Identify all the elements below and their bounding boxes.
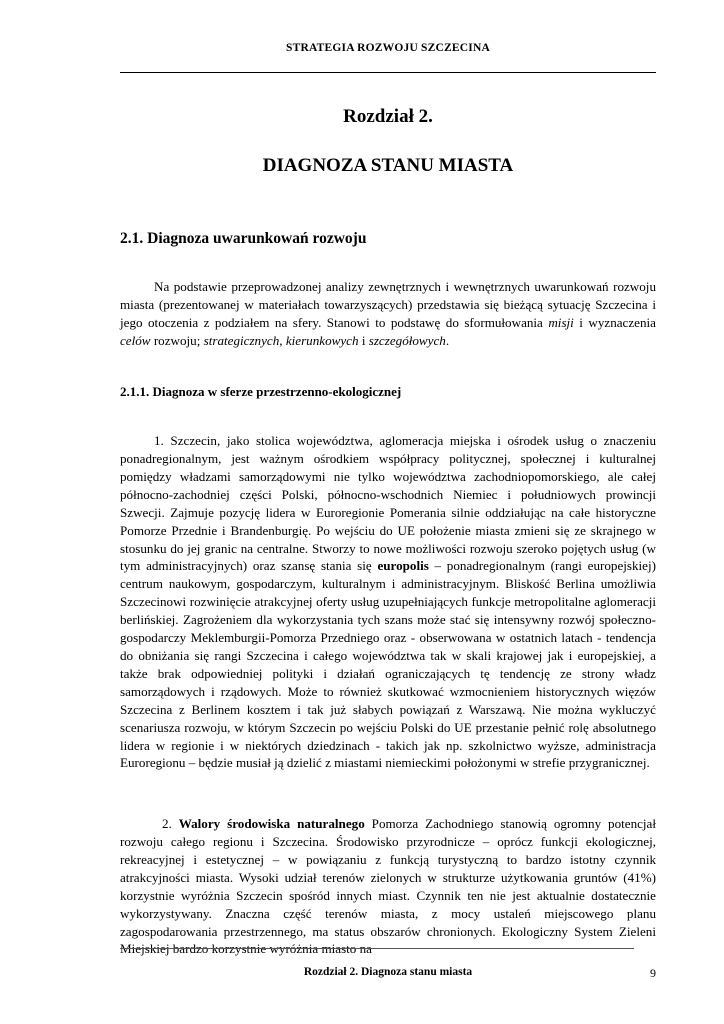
intro-text: ,: [279, 332, 286, 348]
intro-text: rozwoju;: [150, 332, 204, 348]
header-divider: [120, 72, 656, 73]
intro-emphasis-celow: celów: [120, 332, 151, 348]
intro-text: i wyznaczenia: [573, 314, 656, 330]
paragraph-2-bold-walory: Walory środowiska naturalnego: [178, 816, 365, 832]
section-heading: 2.1. Diagnoza uwarunkowań rozwoju: [120, 230, 367, 247]
page-number: 9: [650, 966, 656, 980]
intro-text: Na podstawie przeprowadzonej analizy zewnętrznych i wewnętrznych uwarunkowań rozwoju miasta (prezentowanej w materiałach towarzyszących) przedstawia się bieżącą sytuację Szczecina i jego otoczenia z podziałem na sfery. Stanowi to podstawę do sformułowania: [120, 279, 656, 330]
paragraph-2: [120, 815, 656, 958]
intro-text: i: [358, 332, 369, 348]
subsection-heading: 2.1.1. Diagnoza w sferze przestrzenno-ekologicznej: [120, 384, 402, 399]
intro-emphasis-szczegolowych: szczegółowych: [368, 332, 446, 348]
chapter-title: Rozdział 2.: [343, 106, 433, 127]
intro-emphasis-misji: misji: [548, 314, 574, 330]
paragraph-1: [120, 432, 656, 772]
paragraph-2-text: Pomorza Zachodniego stanowią ogromny potencjał rozwoju całego regionu i Szczecina. Środowisko przyrodnicze – oprócz funkcji ekologicznej, rekreacyjnej i estetycznej – w powiązaniu z funkcją turystyczną to bardzo istotny czynnik atrakcyjności miasta. Wysoki udział terenów zielonych w strukturze użytkowania gruntów (41%) korzystnie wyróżnia Szczecin spośród innych miast. Czynnik ten nie jest aktualnie dostatecznie wykorzystywany. Znaczna część terenów miasta, z mocy ustaleń miejscowego planu zagospodarowania przestrzennego, ma status obszarów chronionych. Ekologiczny System Zieleni Miejskiej bardzo korzystnie wyróżnia miasto na: [120, 816, 657, 957]
intro-emphasis-strategicznych: strategicznych: [203, 332, 280, 348]
chapter-subtitle: DIAGNOZA STANU MIASTA: [262, 155, 514, 176]
paragraph-2-text: 2.: [162, 816, 179, 832]
intro-paragraph: [120, 278, 656, 350]
paragraph-1-bold-europolis: europolis: [377, 558, 429, 574]
paragraph-1-text: 1. Szczecin, jako stolica województwa, aglomeracja miejska i ośrodek usług o znaczeniu ponadregionalnym, jest ważnym ośrodkiem współpracy politycznej, społecznej i kulturalnej pomiędzy władzami samorządowymi nie tylko województwa zachodniopomorskiego, ale całej północno-zachodniej części Polski, północno-wschodnich Niemiec i południowych prowincji Szwecji. Zajmuje pozycję lidera w Euroregionie Pomerania silnie oddziałując na całe historyczne Pomorze Przednie i Brandenburgię. Po wejściu do UE położenie miasta zmieni się ze skrajnego w stosunku do jej granic na centralne. Stworzy to nowe możliwości rozwoju szeroko pojętych usług (w tym administracyjnych) oraz szansę stania się: [120, 433, 656, 574]
footer-divider: [120, 948, 634, 949]
intro-emphasis-kierunkowych: kierunkowych: [285, 332, 359, 348]
running-header: STRATEGIA ROZWOJU SZCZECINA: [286, 42, 490, 54]
paragraph-1-text: – ponadregionalnym (rangi europejskiej) centrum naukowym, gospodarczym, kulturalnym i administracyjnym. Bliskość Berlina umożliwia Szczecinowi rozwinięcie atrakcyjnej oferty usług uzupełniających funkcje metropolitalne aglomeracji berlińskiej. Zagrożeniem dla wykorzystania tych szans może stać się intensywny rozwój społeczno-gospodarczy Meklemburgii-Pomorza Przedniego oraz - obserwowana w ostatnich latach - tendencja do obniżania się rangi Szczecina i całego województwa tak w skali krajowej jak i europejskiej, a także brak odpowiedniej polityki i działań ograniczających tę tendencję ze strony władz samorządowych i rządowych. Może to również skutkować wzmocnieniem historycznych więzów Szczecina z Berlinem kosztem i tak już słabych powiązań z Warszawą. Nie można wykluczyć scenariusza rozwoju, w którym Szczecin po wejściu Polski do UE przestanie pełnić rolę absolutnego lidera w regionie i w niektórych dziedzinach - takich jak np. szkolnictwo wyższe, administracja Euroregionu – będzie musiał ją dzielić z miastami niemieckimi położonymi w strefie przygranicznej.: [120, 558, 656, 771]
footer-chapter-label: Rozdział 2. Diagnoza stanu miasta: [303, 966, 473, 978]
intro-text: .: [445, 332, 450, 348]
